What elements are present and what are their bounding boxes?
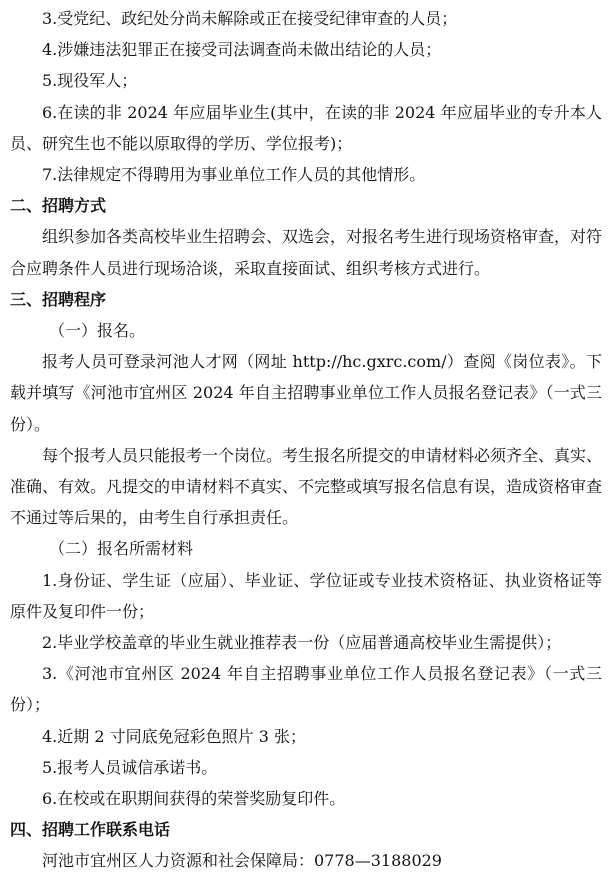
recruitment-method-text: 组织参加各类高校毕业生招聘会、双选会，对报名考生进行现场资格审查，对符合应聘条件人员进行现场洽谈，采取直接面试、组织考核方式进行。 — [10, 227, 603, 278]
material-item-2: 2.毕业学校盖章的毕业生就业推荐表一份（应届普通高校毕业生需提供）； — [42, 633, 562, 653]
section-heading-contact-phone: 四、招聘工作联系电话 — [10, 820, 171, 840]
material-item-5: 5.报考人员诚信承诺书。 — [42, 757, 218, 777]
section-heading-recruitment-method: 二、招聘方式 — [10, 196, 107, 216]
eligibility-item-7: 7.法律规定不得聘用为事业单位工作人员的其他情形。 — [42, 165, 426, 185]
contact-phone-line: 河池市宜州区人力资源和社会保障局：0778—3188029 — [42, 851, 442, 871]
material-item-4: 4.近期 2 寸同底免冠彩色照片 3 张； — [42, 726, 306, 746]
eligibility-item-3: 3.受党纪、政纪处分尚未解除或正在接受纪律审查的人员； — [42, 9, 458, 28]
material-item-1: 1.身份证、学生证（应届）、毕业证、学位证或专业技术资格证、执业资格证等原件及复印件一份； — [10, 570, 602, 621]
material-item-6: 6.在校或在职期间获得的荣誉奖励复印件。 — [42, 789, 346, 809]
material-item-3: 3.《河池市宜州区 2024 年自主招聘事业单位工作人员报名登记表》（一式三份）； — [10, 664, 602, 715]
registration-paragraph-1: 报考人员可登录河池人才网（网址 http://hc.gxrc.com/）查阅《岗位表》。下载并填写《河池市宜州区 2024 年自主招聘事业单位工作人员报名登记表》（一式三份）。 — [10, 352, 602, 434]
eligibility-item-5: 5.现役军人； — [42, 71, 138, 91]
subheading-registration: （一）报名。 — [49, 321, 146, 341]
registration-paragraph-2: 每个报考人员只能报考一个岗位。考生报名所提交的申请材料必须齐全、真实、准确、有效。凡提交的申请材料不真实、不完整或填写报名信息有误，造成资格审查不通过等后果的，由考生自行承担责任。 — [10, 445, 603, 528]
subheading-required-materials: （二）报名所需材料 — [49, 539, 194, 559]
eligibility-item-6: 6.在读的非 2024 年应届毕业生(其中，在读的非 2024 年应届毕业的专升本人员、研究生也不能以原取得的学历、学位报考)； — [10, 102, 602, 153]
section-heading-recruitment-procedure: 三、招聘程序 — [10, 289, 107, 309]
eligibility-item-4: 4.涉嫌违法犯罪正在接受司法调查尚未做出结论的人员； — [42, 40, 442, 60]
